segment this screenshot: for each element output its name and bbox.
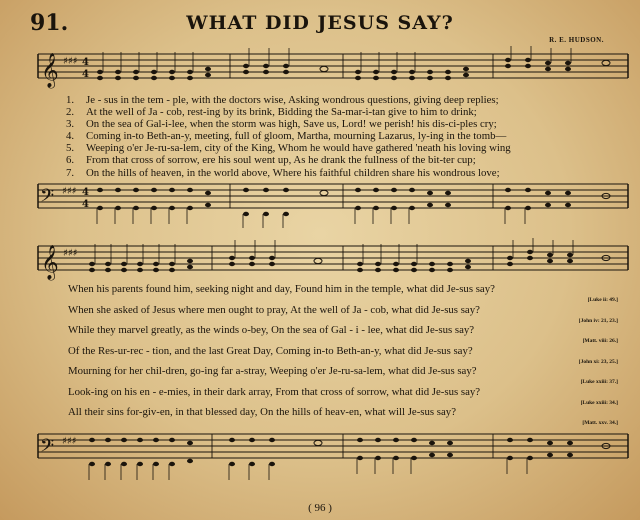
scripture-reference: [Matt. viii: 26.] [582, 338, 618, 344]
refrain-line [68, 345, 628, 366]
scripture-reference: [Luke ii: 49.] [587, 297, 618, 303]
refrain-line [68, 283, 628, 304]
svg-text:𝄞: 𝄞 [41, 53, 59, 88]
refrain-line [68, 365, 628, 386]
refrain-text: Look-ing on his en - e-mies, in their dark array, From that cross of sorrow, what did Je-sus say? [68, 385, 481, 398]
refrain-text: When his parents found him, seeking night and day, Found him in the temple, what did Je-sus say? [68, 283, 495, 295]
verse-number: 6. [66, 154, 75, 167]
svg-text:𝄢: 𝄢 [40, 186, 55, 211]
refrain-block [68, 283, 628, 427]
verse-text: On the sea of Gal-i-lee, when the storm was high, Save us, Lord! we perish! his dis-ci-ples cry; [86, 118, 497, 131]
refrain-text: Of the Res-ur-rec - tion, and the last Great Day, Coming in-to Beth-an-y, what did Je-sus say? [68, 344, 473, 357]
scripture-reference: [John iv: 21, 23.] [578, 317, 618, 324]
svg-text:4: 4 [82, 199, 89, 210]
verse-line [66, 118, 626, 130]
page-number: ( 96 ) [308, 502, 332, 514]
svg-text:4: 4 [82, 57, 89, 68]
staff-system-2-bass [0, 426, 640, 492]
scripture-reference: [John xi: 23, 25.] [578, 358, 618, 365]
verse-text: From that cross of sorrow, ere his soul went up, As he drank the fullness of the bit-ter cup; [86, 154, 476, 167]
refrain-line [68, 406, 628, 427]
scripture-reference: [Luke xxiii: 34.] [580, 399, 618, 406]
refrain-text: Mourning for her chil-dren, go-ing far a-stray, Weeping o'er Je-ru-sa-lem, what did Je-sus say? [68, 365, 477, 377]
refrain-text: All their sins for-giv-en, in that blessed day, On the hills of heav-en, what will Je-sus say? [68, 406, 456, 418]
verse-line [66, 94, 626, 106]
verse-number: 2. [66, 106, 75, 119]
hymn-title: WHAT DID JESUS SAY? [186, 12, 454, 34]
verse-line [66, 106, 626, 118]
verse-number: 5. [66, 142, 75, 155]
svg-text:4: 4 [82, 69, 89, 80]
verse-text: Coming in-to Beth-an-y, meeting, full of gloom, Martha, mourning Lazarus, ly-ing in the tomb— [86, 130, 507, 143]
svg-text:𝄢: 𝄢 [40, 436, 55, 461]
svg-text:4: 4 [82, 187, 89, 198]
scripture-reference: [Luke xxiii: 37.] [580, 379, 618, 385]
notes-system-1-treble [97, 58, 610, 80]
verse-line [66, 142, 626, 154]
verse-text: On the hills of heaven, in the world above, Where his faithful children share his wondrous love; [86, 166, 500, 179]
refrain-text: When she asked of Jesus where men ought to pray, At the well of Ja - cob, what did Je-sus say? [68, 303, 480, 316]
refrain-text: While they marvel greatly, as the winds o-bey, On the sea of Gal - i - lee, what did Je-sus say? [68, 324, 475, 336]
refrain-line [68, 324, 628, 345]
staff-system-2-treble [0, 236, 640, 284]
staff-system-1-treble [0, 44, 640, 94]
svg-text:𝄞: 𝄞 [41, 245, 59, 280]
verse-number: 3. [66, 118, 75, 131]
refrain-line [68, 386, 628, 407]
verse-text: At the well of Ja - cob, rest-ing by its brink, Bidding the Sa-mar-i-tan give to him to drink; [86, 106, 477, 119]
verse-line [66, 167, 626, 179]
svg-text:♯♯♯: ♯♯♯ [62, 186, 77, 197]
verses-block [66, 94, 626, 179]
refrain-line [68, 304, 628, 325]
svg-text:♯♯♯: ♯♯♯ [62, 436, 77, 447]
svg-text:♯♯♯: ♯♯♯ [63, 248, 78, 259]
verse-line [66, 130, 626, 142]
verse-text: Weeping o'er Je-ru-sa-lem, city of the King, Whom he would have gathered 'neath his loving wing [86, 142, 511, 155]
scripture-reference: [Matt. xxv. 34.] [582, 420, 618, 426]
verse-number: 4. [66, 130, 75, 143]
svg-text:♯♯♯: ♯♯♯ [63, 56, 78, 67]
verse-number: 1. [66, 94, 75, 106]
composer-credit: R. E. HUDSON. [549, 36, 604, 44]
verse-line [66, 154, 626, 166]
verse-number: 7. [66, 166, 75, 179]
staff-system-1-bass [0, 178, 640, 230]
hymn-number: 91. [30, 10, 69, 36]
verse-text: Je - sus in the tem - ple, with the doctors wise, Asking wondrous questions, giving deep replies; [86, 94, 499, 106]
